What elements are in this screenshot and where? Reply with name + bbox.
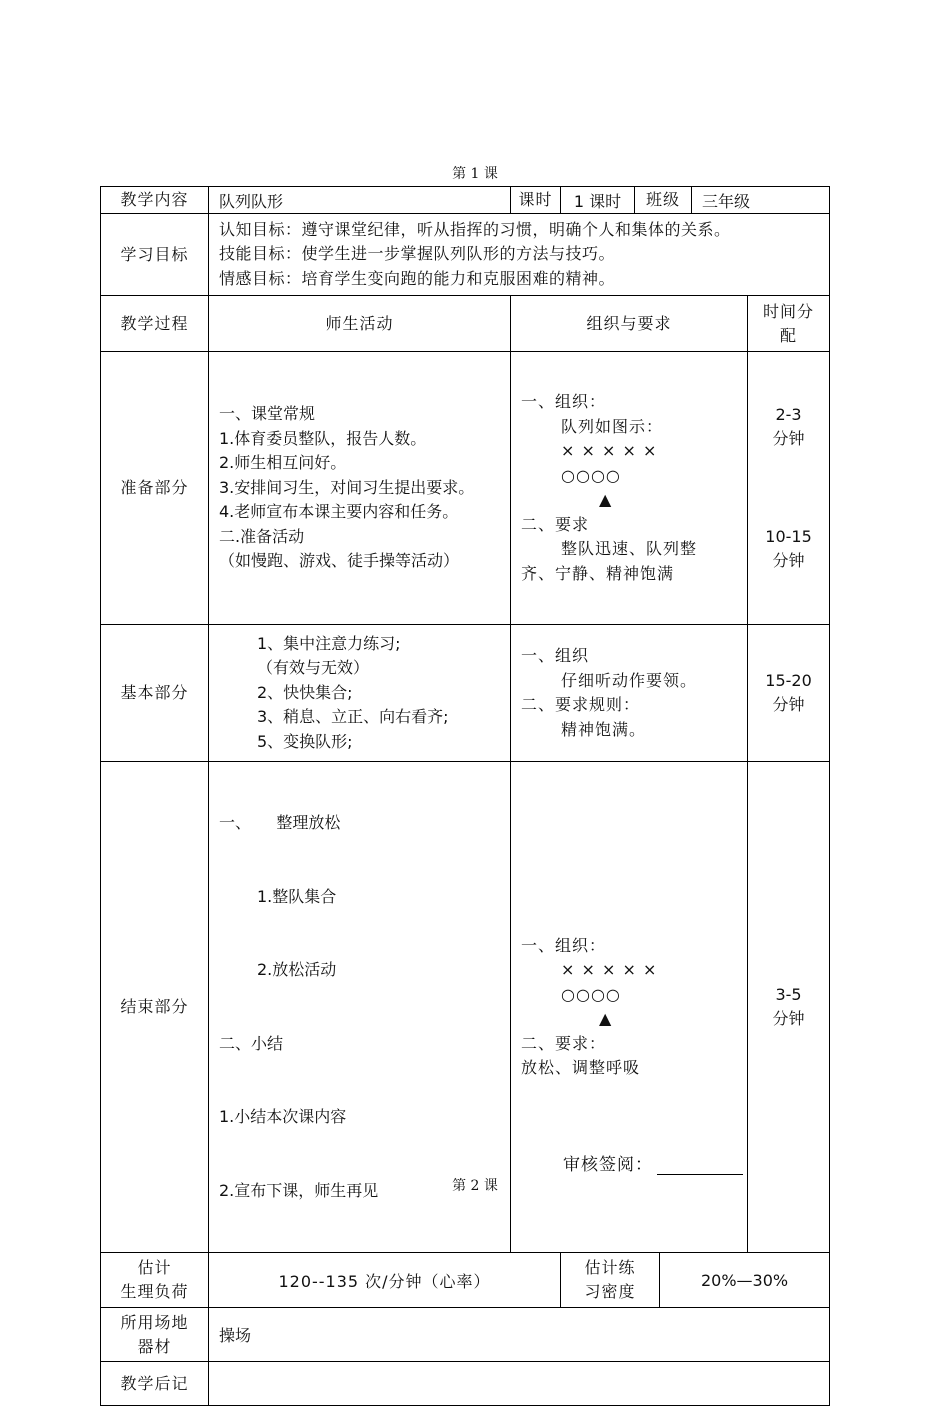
prep-time-1-unit: 分钟 bbox=[772, 429, 805, 448]
basic-activity-line: 2、快快集合; bbox=[257, 682, 353, 702]
basic-time-value: 15-20 bbox=[765, 670, 812, 690]
heart-rate-value: 120--135 次/分钟（心率） bbox=[209, 1253, 561, 1308]
ending-org-line: 一、组织： bbox=[521, 935, 607, 955]
header-row bbox=[101, 187, 830, 214]
prep-activity-line: 2.师生相互问好。 bbox=[219, 453, 347, 473]
time-header bbox=[748, 296, 830, 352]
basic-time bbox=[748, 625, 830, 762]
venue-label-line1: 所用场地 bbox=[120, 1312, 189, 1332]
prep-time bbox=[748, 352, 830, 625]
ending-time-value: 3-5 bbox=[775, 984, 802, 1004]
basic-org-line: 一、组织 bbox=[521, 646, 590, 665]
signature-line[interactable] bbox=[657, 1156, 743, 1175]
prep-time-2: 10-15 bbox=[765, 526, 812, 546]
objective-cognitive: 认知目标：遵守课堂纪律，听从指挥的习惯，明确个人和集体的关系。 bbox=[219, 219, 731, 239]
formation-crosses: × × × × × bbox=[561, 441, 658, 460]
prep-activity-line: 3.安排间习生，对间习生提出要求。 bbox=[219, 477, 475, 497]
process-header: 教学过程 bbox=[101, 296, 209, 352]
teacher-marker-icon: ▲ bbox=[599, 490, 613, 509]
prep-org-line: 整队迅速、队列整 bbox=[561, 539, 698, 558]
basic-activity-line: 1、集中注意力练习; bbox=[257, 633, 401, 653]
lesson-1-title: 第 1 课 bbox=[452, 166, 498, 182]
activity-header: 师生活动 bbox=[209, 296, 511, 352]
objectives-content bbox=[209, 214, 830, 296]
basic-time-unit: 分钟 bbox=[772, 695, 805, 714]
prep-activity-line: （如慢跑、游戏、徒手操等活动） bbox=[219, 551, 460, 571]
notes-label: 教学后记 bbox=[101, 1362, 209, 1406]
teacher-marker-icon: ▲ bbox=[599, 1009, 613, 1028]
objectives-row bbox=[101, 214, 830, 296]
period-value: 1 课时 bbox=[561, 187, 635, 214]
ending-activity-line: 二、小结 bbox=[219, 1033, 284, 1053]
prep-activity bbox=[209, 352, 511, 625]
density-label-line1: 估计练 bbox=[584, 1258, 636, 1277]
ending-activity-line: 1.小结本次课内容 bbox=[219, 1107, 347, 1126]
formation-circles: ○○○○ bbox=[561, 984, 621, 1004]
load-label-line1: 估计 bbox=[137, 1258, 172, 1277]
basic-label: 基本部分 bbox=[101, 625, 209, 762]
load-label bbox=[101, 1253, 209, 1308]
prep-time-1: 2-3 bbox=[775, 404, 802, 424]
content-label: 教学内容 bbox=[101, 187, 209, 214]
prep-activity-line: 一、课堂常规 bbox=[219, 404, 316, 424]
prep-org-line: 队列如图示： bbox=[561, 416, 664, 436]
ending-org-line: 二、要求： bbox=[521, 1033, 607, 1053]
venue-label bbox=[101, 1308, 209, 1362]
time-header-line2: 配 bbox=[780, 325, 798, 345]
signoff-label: 审核签阅： bbox=[563, 1155, 653, 1175]
basic-org-line: 二、要求规则： bbox=[521, 695, 641, 714]
venue-row bbox=[101, 1308, 830, 1362]
load-row bbox=[101, 1253, 830, 1308]
basic-org-line: 精神饱满。 bbox=[561, 719, 647, 739]
lesson-plan-table bbox=[100, 186, 830, 1406]
ending-time-unit: 分钟 bbox=[772, 1009, 805, 1028]
density-label-line2: 习密度 bbox=[584, 1282, 636, 1301]
prep-org-line: 一、组织： bbox=[521, 392, 607, 411]
prep-label: 准备部分 bbox=[101, 352, 209, 625]
venue-label-line2: 器材 bbox=[137, 1336, 172, 1356]
ending-activity-line: 2.宣布下课，师生再见 bbox=[219, 1180, 379, 1200]
prep-activity-line: 4.老师宣布本课主要内容和任务。 bbox=[219, 502, 459, 522]
formation-crosses: × × × × × bbox=[561, 960, 658, 979]
ending-activity-line: 2.放松活动 bbox=[257, 960, 337, 979]
formation-circles: ○○○○ bbox=[561, 465, 621, 485]
prep-organization bbox=[511, 352, 748, 625]
lesson-2-title: 第 2 课 bbox=[452, 1178, 498, 1194]
basic-row bbox=[101, 625, 830, 762]
ending-activity-line: 1.整队集合 bbox=[257, 886, 337, 906]
notes-row bbox=[101, 1362, 830, 1406]
period-label: 课时 bbox=[511, 187, 561, 214]
class-value: 三年级 bbox=[692, 187, 830, 214]
basic-organization bbox=[511, 625, 748, 762]
prep-org-line: 二、要求 bbox=[521, 514, 590, 534]
objective-skill: 技能目标：使学生进一步掌握队列队形的方法与技巧。 bbox=[219, 244, 616, 264]
venue-value: 操场 bbox=[209, 1308, 830, 1362]
objectives-label: 学习目标 bbox=[101, 214, 209, 296]
prep-org-line: 齐、宁静、精神饱满 bbox=[521, 563, 675, 583]
class-label: 班级 bbox=[635, 187, 692, 214]
prep-activity-line: 1.体育委员整队，报告人数。 bbox=[219, 428, 427, 448]
ending-activity-line: 一、 整理放松 bbox=[219, 813, 341, 832]
time-header-line1: 时间分 bbox=[763, 301, 815, 321]
prep-row bbox=[101, 352, 830, 625]
basic-org-line: 仔细听动作要领。 bbox=[561, 670, 698, 690]
ending-org-line: 放松、调整呼吸 bbox=[521, 1058, 641, 1077]
objective-affective: 情感目标：培育学生变向跑的能力和克服困难的精神。 bbox=[219, 268, 616, 288]
density-value: 20%—30% bbox=[660, 1253, 830, 1308]
basic-activity-line: 5、变换队形; bbox=[257, 731, 353, 751]
content-value: 队列队形 bbox=[209, 187, 511, 214]
organization-header: 组织与要求 bbox=[511, 296, 748, 352]
ending-label: 结束部分 bbox=[101, 762, 209, 1253]
signoff bbox=[563, 1150, 743, 1175]
basic-activity-line: 3、稍息、立正、向右看齐; bbox=[257, 707, 449, 727]
prep-time-2-unit: 分钟 bbox=[772, 551, 805, 570]
basic-activity bbox=[209, 625, 511, 762]
basic-activity-line: （有效与无效） bbox=[257, 658, 370, 678]
prep-activity-line: 二.准备活动 bbox=[219, 526, 305, 546]
load-label-line2: 生理负荷 bbox=[120, 1282, 189, 1301]
column-header-row bbox=[101, 296, 830, 352]
notes-value bbox=[209, 1362, 830, 1406]
density-label bbox=[561, 1253, 660, 1308]
